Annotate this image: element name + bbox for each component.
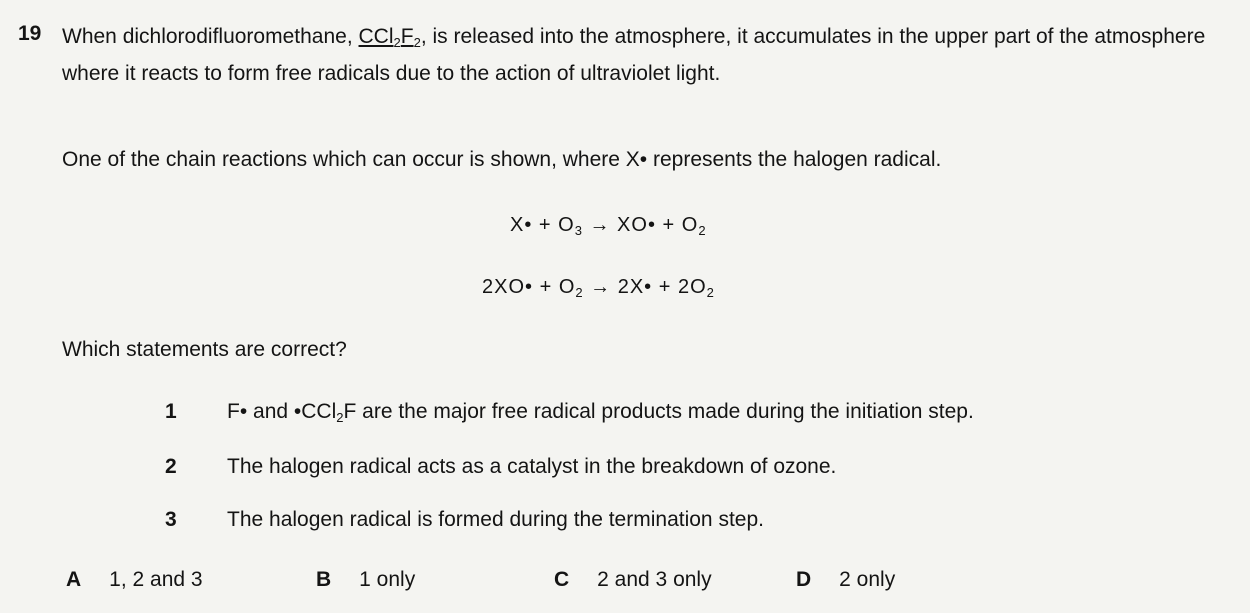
chain-intro: One of the chain reactions which can occur is shown, where X• represents the halogen radical. [62,148,942,171]
statement-1-sub: 2 [336,410,344,425]
statement-number: 1 [165,400,177,423]
eq2-left-sub: 2 [575,285,584,300]
statement-1-post: F are the major free radical products made during the initiation step. [343,400,974,423]
option-text: 1, 2 and 3 [109,568,203,591]
statement-1 [165,400,974,425]
formula-main: CCl [358,25,394,48]
statement-text: The halogen radical acts as a catalyst in the breakdown of ozone. [227,455,837,478]
option-key: D [796,568,812,591]
eq1-right-sub: 2 [698,223,707,238]
option-key: C [554,568,570,591]
statement-number: 3 [165,508,177,531]
option-text: 2 and 3 only [597,568,712,591]
option-a[interactable] [66,568,203,592]
statement-3 [165,508,764,532]
formula-sub-2: 2 [413,35,421,50]
statement-1-pre: F• and •CCl [227,400,337,423]
option-b[interactable] [316,568,415,592]
stem-text-1: When dichlorodifluoromethane, [62,25,359,48]
statement-2 [165,455,836,479]
option-key: B [316,568,332,591]
statement-number: 2 [165,455,177,478]
stem-text-2: , is released into the atmosphere, it accumulates in the upper part of the atmosphere where it reacts to form free radicals due to the action of ultraviolet light. [62,25,1206,85]
eq2-left: 2XO• + O [482,276,576,298]
question-prompt: Which statements are correct? [62,338,347,361]
statement-text [227,400,974,425]
eq1-left-sub: 3 [574,223,583,238]
option-text: 1 only [359,568,416,591]
eq2-right-sub: 2 [706,285,715,300]
option-d[interactable] [796,568,895,592]
formula-sub-1: 2 [393,35,401,50]
option-text: 2 only [839,568,896,591]
stem-formula [359,25,421,48]
option-c[interactable] [554,568,712,592]
equation-2 [482,276,715,300]
question-stem [62,21,1232,89]
formula-mid: F [400,25,414,48]
option-key: A [66,568,82,591]
equation-1 [510,214,707,238]
eq1-left: X• + O [510,214,575,236]
statement-text: The halogen radical is formed during the termination step. [227,508,764,531]
eq2-right: → 2X• + 2O [583,276,707,298]
question-number: 19 [18,22,42,45]
eq1-right: → XO• + O [582,214,699,236]
